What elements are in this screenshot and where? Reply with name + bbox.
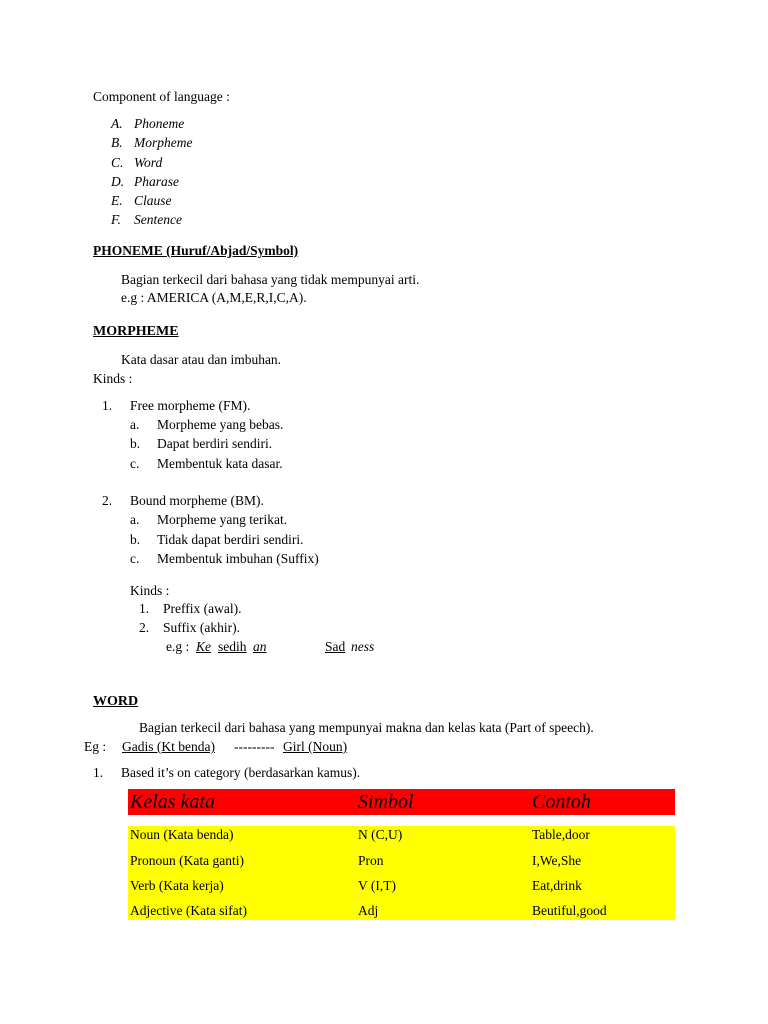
header-contoh: Contoh bbox=[532, 791, 591, 813]
component-letter-f: F. bbox=[111, 212, 121, 227]
component-letter-c: C. bbox=[111, 155, 124, 170]
table-cell: Eat,drink bbox=[532, 878, 582, 893]
table-row bbox=[128, 852, 675, 874]
free-item-text: Dapat berdiri sendiri. bbox=[157, 436, 273, 451]
free-item-letter: b. bbox=[130, 436, 141, 451]
word-heading: WORD bbox=[93, 694, 139, 709]
component-morpheme: Morpheme bbox=[134, 135, 193, 150]
bound-item-text: Tidak dapat berdiri sendiri. bbox=[157, 532, 304, 547]
bound-kind-num: 1. bbox=[139, 601, 150, 616]
table-cell: Verb (Kata kerja) bbox=[130, 878, 224, 893]
component-word: Word bbox=[134, 155, 163, 170]
phoneme-example: e.g : AMERICA (A,M,E,R,I,C,A). bbox=[121, 290, 307, 305]
header-simbol: Simbol bbox=[358, 791, 414, 813]
table-row bbox=[128, 877, 675, 899]
table-cell: N (C,U) bbox=[358, 827, 403, 842]
based-text: Based it’s on category (berdasarkan kamus). bbox=[121, 765, 361, 780]
table-cell: I,We,She bbox=[532, 853, 582, 868]
bound-kinds-label: Kinds : bbox=[130, 583, 170, 598]
word-definition: Bagian terkecil dari bahasa yang mempunyai makna dan kelas kata (Part of speech). bbox=[139, 720, 594, 735]
word-example-english: Girl (Noun) bbox=[283, 739, 348, 754]
bound-item-letter: b. bbox=[130, 532, 141, 547]
morpheme-definition: Kata dasar atau dan imbuhan. bbox=[121, 352, 282, 367]
bound-kind-suffix: Suffix (akhir). bbox=[163, 620, 240, 635]
bound-item-letter: a. bbox=[130, 512, 140, 527]
free-item-text: Morpheme yang bebas. bbox=[157, 417, 284, 432]
morpheme-kinds-label: Kinds : bbox=[93, 371, 133, 386]
example-sad: Sad bbox=[325, 639, 346, 654]
table-cell: Adj bbox=[358, 903, 379, 918]
example-ness: ness bbox=[351, 639, 375, 654]
table-cell: Table,door bbox=[532, 827, 590, 842]
component-letter-a: A. bbox=[111, 116, 123, 131]
free-morpheme-num: 1. bbox=[102, 398, 113, 413]
free-item-text: Membentuk kata dasar. bbox=[157, 456, 283, 471]
word-example-indonesian: Gadis (Kt benda) bbox=[122, 739, 215, 754]
table-cell: V (I,T) bbox=[358, 878, 396, 893]
bound-morpheme-num: 2. bbox=[102, 493, 113, 508]
bound-item-text: Morpheme yang terikat. bbox=[157, 512, 288, 527]
component-letter-e: E. bbox=[111, 193, 123, 208]
word-class-table-body bbox=[128, 826, 675, 920]
component-letter-d: D. bbox=[111, 174, 125, 189]
example-label: e.g : bbox=[166, 639, 190, 654]
free-item-letter: a. bbox=[130, 417, 140, 432]
bound-kind-preffix: Preffix (awal). bbox=[163, 601, 242, 616]
intro-title: Component of language : bbox=[93, 89, 230, 104]
component-pharase: Pharase bbox=[134, 174, 179, 189]
table-row bbox=[128, 902, 675, 924]
component-sentence: Sentence bbox=[134, 212, 182, 227]
bound-morpheme-title: Bound morpheme (BM). bbox=[130, 493, 264, 508]
word-example-dashes: --------- bbox=[234, 739, 275, 754]
free-item-letter: c. bbox=[130, 456, 140, 471]
example-an: an bbox=[253, 639, 267, 654]
table-cell: Pronoun (Kata ganti) bbox=[130, 853, 244, 868]
example-ke: Ke bbox=[196, 639, 211, 654]
word-example-label: Eg : bbox=[84, 739, 107, 754]
table-cell: Beutiful,good bbox=[532, 903, 607, 918]
word-class-table-header bbox=[128, 789, 675, 815]
component-clause: Clause bbox=[134, 193, 172, 208]
morpheme-heading: MORPHEME bbox=[93, 324, 179, 339]
bound-item-text: Membentuk imbuhan (Suffix) bbox=[157, 551, 319, 566]
table-cell: Adjective (Kata sifat) bbox=[130, 903, 247, 918]
based-num: 1. bbox=[93, 765, 104, 780]
component-phoneme: Phoneme bbox=[134, 116, 185, 131]
header-kelas-kata: Kelas kata bbox=[130, 791, 215, 813]
free-morpheme-title: Free morpheme (FM). bbox=[130, 398, 251, 413]
phoneme-heading: PHONEME (Huruf/Abjad/Symbol) bbox=[93, 243, 299, 258]
bound-item-letter: c. bbox=[130, 551, 140, 566]
bound-kind-num: 2. bbox=[139, 620, 150, 635]
table-row bbox=[128, 826, 675, 848]
table-cell: Noun (Kata benda) bbox=[130, 827, 234, 842]
phoneme-definition: Bagian terkecil dari bahasa yang tidak mempunyai arti. bbox=[121, 272, 420, 287]
table-cell: Pron bbox=[358, 853, 384, 868]
example-sedih: sedih bbox=[218, 639, 247, 654]
component-letter-b: B. bbox=[111, 135, 123, 150]
